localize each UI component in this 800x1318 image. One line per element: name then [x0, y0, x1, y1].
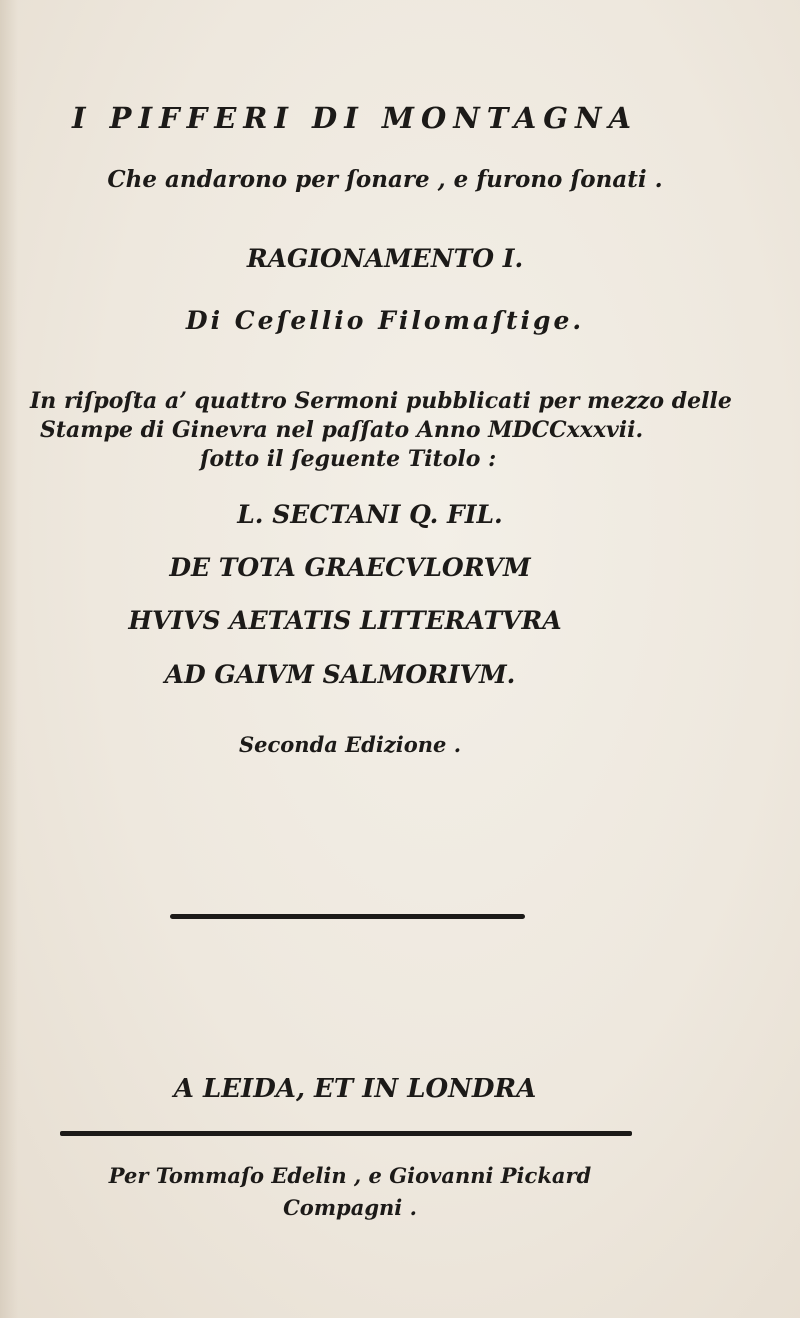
- imprint-place: A LEIDA, ET IN LONDRA: [173, 1074, 537, 1104]
- book-subtitle: Che andarono per ſonare , e furono ſonati .: [107, 166, 663, 193]
- response-line-1: In riſpoſta a’ quattro Sermoni pubblicati per mezzo delle: [30, 388, 732, 414]
- printer-line-2: Compagni .: [283, 1195, 417, 1220]
- book-title: I PIFFERI DI MONTAGNA: [71, 101, 639, 135]
- printer-line-1: Per Tommaſo Edelin , e Giovanni Pickard: [108, 1163, 592, 1188]
- imprint-rule: [60, 1131, 632, 1136]
- author-line: Di Ceſellio Filomaſtige.: [185, 306, 585, 335]
- ornamental-rule: [170, 914, 525, 919]
- latin-title-line-1: L. SECTANI Q. FIL.: [237, 500, 503, 529]
- edition-note: Seconda Edizione .: [238, 732, 462, 757]
- section-heading: RAGIONAMENTO I.: [246, 244, 524, 273]
- latin-title-line-4: AD GAIVM SALMORIVM.: [164, 660, 516, 689]
- response-line-2: Stampe di Ginevra nel paſſato Anno MDCCxxxvii.: [40, 417, 644, 443]
- response-line-3: ſotto il ſeguente Titolo :: [200, 446, 497, 472]
- latin-title-line-3: HVIVS AETATIS LITTERATVRA: [128, 606, 562, 635]
- latin-title-line-2: DE TOTA GRAECVLORVM: [169, 553, 531, 582]
